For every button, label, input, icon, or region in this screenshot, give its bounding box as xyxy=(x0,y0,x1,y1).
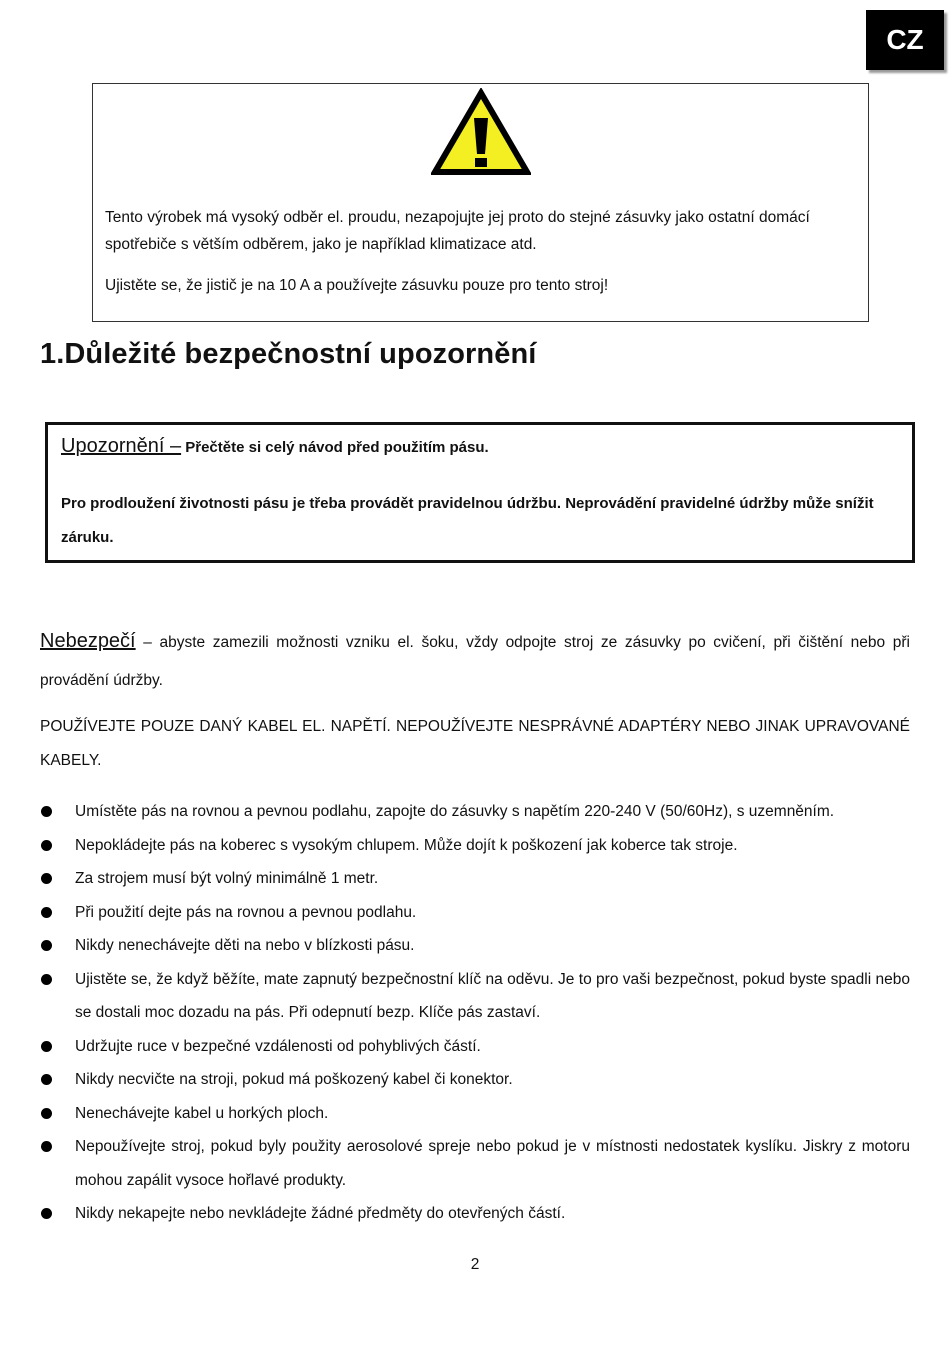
list-item xyxy=(40,896,910,930)
danger-text: – abyste zamezili možnosti vzniku el. šoku, vždy odpojte stroj ze zásuvky po cvičení, při čištění nebo při provádění údržby. xyxy=(40,634,910,689)
page-number: 2 xyxy=(470,1256,480,1273)
list-item xyxy=(40,1197,910,1231)
notice-lead: Přečtěte si celý návod před použitím pásu. xyxy=(181,439,489,456)
list-item-text: Za strojem musí být volný minimálně 1 metr. xyxy=(75,870,379,887)
warning-text-consumption: Tento výrobek má vysoký odběr el. proudu, nezapojujte jej proto do stejné zásuvky jako ostatní domácí spotřebiče s větším odběrem, jako je například klimatizace atd. xyxy=(105,209,810,253)
warning-text-breaker: Ujistěte se, že jistič je na 10 A a používejte zásuvku pouze pro tento stroj! xyxy=(105,277,609,294)
list-item xyxy=(40,929,910,963)
bullet-icon xyxy=(41,907,52,918)
bullet-icon xyxy=(41,1108,52,1119)
notice-body: Pro prodloužení životnosti pásu je třeba provádět pravidelnou údržbu. Neprovádění pravidelné údržby může snížit záruku. xyxy=(61,495,874,546)
list-item-text: Umístěte pás na rovnou a pevnou podlahu, zapojte do zásuvky s napětím 220-240 V (50/60Hz), s uzemněním. xyxy=(75,803,835,820)
bullet-icon xyxy=(41,974,52,985)
list-item-text: Ujistěte se, že když běžíte, mate zapnutý bezpečnostní klíč na oděvu. Je to pro vaši bezpečnost, pokud byste spadli nebo se dostali moc dozadu na pás. Při odepnutí bezp. Klíče pás zastaví. xyxy=(75,970,910,1021)
safety-list xyxy=(40,795,910,1231)
list-item-text: Nepokládejte pás na koberec s vysokým chlupem. Může dojít k poškození jak koberce tak stroje. xyxy=(75,836,738,854)
list-item xyxy=(40,1063,910,1097)
list-item xyxy=(40,963,910,1030)
warning-box xyxy=(92,83,869,322)
danger-heading: Nebezpečí xyxy=(40,630,136,652)
list-item xyxy=(40,1097,910,1131)
list-item-text: Nikdy nenechávejte děti na nebo v blízkosti pásu. xyxy=(75,937,415,954)
list-item-text: Nikdy nekapejte nebo nevkládejte žádné předměty do otevřených částí. xyxy=(75,1205,566,1222)
list-item xyxy=(40,862,910,896)
list-item xyxy=(40,795,910,829)
danger-paragraph xyxy=(40,622,910,700)
bullet-icon xyxy=(41,1041,52,1052)
list-item-text: Nepoužívejte stroj, pokud byly použity aerosolové spreje nebo pokud je v místnosti nedostatek kyslíku. Jiskry z motoru mohou zapálit vysoce hořlavé produkty. xyxy=(75,1138,910,1189)
section-title: 1.Důležité bezpečnostní upozornění xyxy=(40,338,537,370)
list-item-text: Nenechávejte kabel u horkých ploch. xyxy=(75,1104,329,1122)
bullet-icon xyxy=(41,1208,52,1219)
list-item xyxy=(40,829,910,863)
cable-notice: POUŽÍVEJTE POUZE DANÝ KABEL EL. NAPĚTÍ. NEPOUŽÍVEJTE NESPRÁVNÉ ADAPTÉRY NEBO JINAK UPRAVOVANÉ KABELY. xyxy=(40,718,910,769)
notice-box xyxy=(45,422,915,563)
bullet-icon xyxy=(41,840,52,851)
bullet-icon xyxy=(41,806,52,817)
warning-triangle-icon xyxy=(431,88,531,176)
list-item xyxy=(40,1030,910,1064)
notice-heading: Upozornění – xyxy=(61,435,182,457)
list-item-text: Udržujte ruce v bezpečné vzdálenosti od pohyblivých částí. xyxy=(75,1037,481,1055)
bullet-icon xyxy=(41,940,52,951)
notice-first-line xyxy=(61,435,489,458)
list-item-text: Nikdy necvičte na stroji, pokud má poškozený kabel či konektor. xyxy=(75,1071,513,1088)
bullet-icon xyxy=(41,1074,52,1085)
list-item-text: Při použití dejte pás na rovnou a pevnou podlahu. xyxy=(75,903,417,921)
bullet-icon xyxy=(41,873,52,884)
bullet-icon xyxy=(41,1141,52,1152)
list-item xyxy=(40,1130,910,1197)
language-tab: CZ xyxy=(866,10,944,70)
